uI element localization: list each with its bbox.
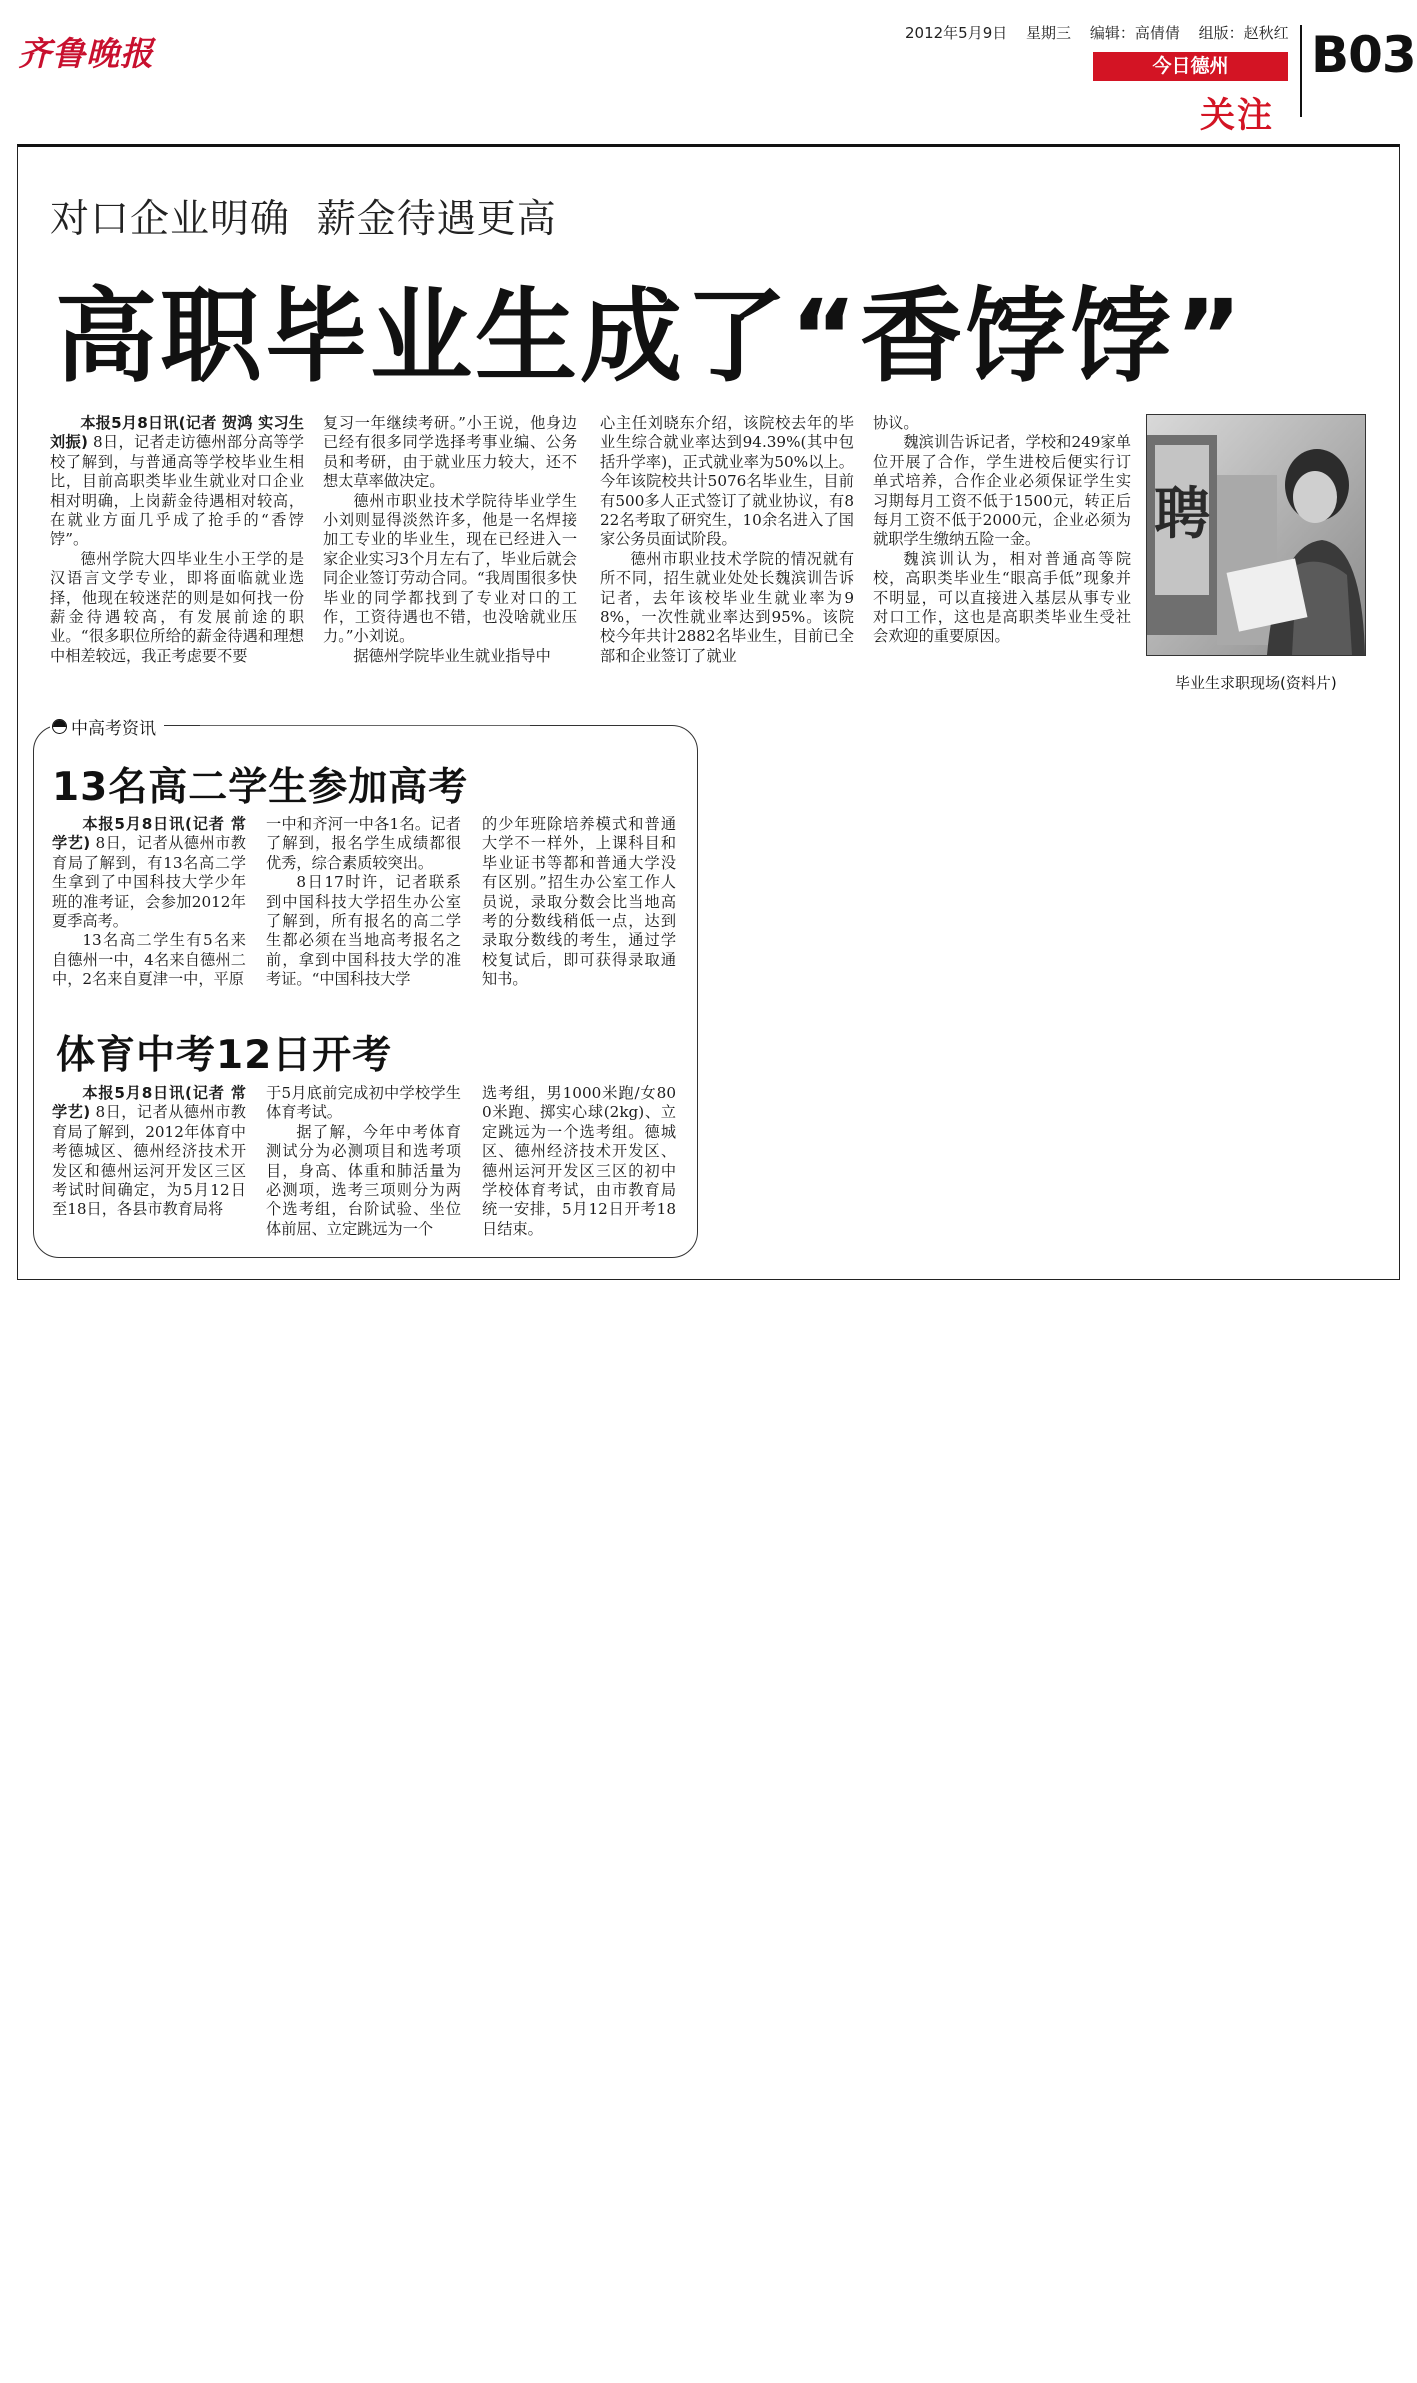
brief-2-headline: 体育中考12日开考 bbox=[56, 1033, 393, 1078]
paragraph-text: 选考组，男1000米跑/女800米跑、掷实心球(2kg)、立定跳远为一个选考组。德城区、德州经济技术开发区、德州运河开发区三区的初中学校体育考试，由市教育局统一安排，5月12日开考18日结束。 bbox=[482, 1084, 676, 1238]
article-headline: 高职毕业生成了“香饽饽” bbox=[55, 278, 1246, 397]
paragraph bbox=[873, 433, 1131, 549]
photo-caption: 毕业生求职现场(资料片) bbox=[1175, 674, 1337, 692]
brief-1-col-1 bbox=[52, 815, 246, 990]
paragraph-text: 13名高二学生有5名来自德州一中，4名来自德州二中，2名来自夏津一中，平原 bbox=[52, 931, 246, 989]
paragraph bbox=[323, 647, 577, 666]
main-col-2 bbox=[323, 414, 577, 666]
half-circle-icon bbox=[52, 719, 67, 734]
paragraph bbox=[600, 550, 854, 666]
brief-1-headline: 13名高二学生参加高考 bbox=[52, 765, 469, 810]
paragraph bbox=[600, 414, 854, 550]
paragraph-text: 魏滨训认为，相对普通高等院校，高职类毕业生“眼高手低”现象并不明显，可以直接进入基层从事专业对口工作，这也是高职类毕业生受社会欢迎的重要原因。 bbox=[873, 549, 1131, 646]
main-col-4 bbox=[873, 414, 1131, 647]
paragraph bbox=[266, 1123, 461, 1239]
paragraph bbox=[266, 873, 461, 989]
paragraph bbox=[50, 550, 304, 666]
article-subtitle: 对口企业明确 薪金待遇更高 bbox=[50, 197, 557, 242]
section-subtitle: 关注 bbox=[1200, 96, 1275, 136]
paragraph-text: 德州学院大四毕业生小王学的是汉语言文学专业，即将面临就业选择，他现在较迷茫的则是如何找一份薪金待遇较高，有发展前途的职业。“很多职位所给的薪金待遇和理想中相差较远，我正考虑要不要 bbox=[50, 549, 304, 665]
issue-weekday: 星期三 bbox=[1026, 24, 1072, 42]
paragraph-text: 的少年班除培养模式和普通大学不一样外，上课科目和毕业证书等都和普通大学没有区别。”招生办公室工作人员说，录取分数会比当地高考的分数线稍低一点，达到录取分数线的考生，通过学校复试后，即可获得录取通知书。 bbox=[482, 815, 676, 989]
paragraph bbox=[482, 815, 676, 990]
dateline: 本报5月8日讯(记者 贺鸿 实习生 刘振) bbox=[50, 414, 304, 452]
newspaper-logo: 齐鲁晚报 bbox=[18, 34, 154, 73]
paragraph bbox=[52, 815, 246, 931]
paragraph bbox=[873, 550, 1131, 647]
brief-2-col-2 bbox=[266, 1084, 461, 1239]
dateline: 本报5月8日讯(记者 常学艺) bbox=[52, 815, 246, 853]
paragraph-text: 德州市职业技术学院的情况就有所不同，招生就业处处长魏滨训告诉记者，去年该校毕业生就业率为98%，一次性就业率达到95%。该院校今年共计2882名毕业生，目前已全部和企业签订了就业 bbox=[600, 549, 854, 665]
dateline: 本报5月8日讯(记者 常学艺) bbox=[52, 1084, 246, 1122]
paragraph bbox=[482, 1084, 676, 1239]
photo-image bbox=[1147, 415, 1365, 655]
paragraph-text: 据了解，今年中考体育测试分为必测项目和选考项目，身高、体重和肺活量为必测项，选考三项则分为两个选考组，台阶试验、坐位体前屈、立定跳远为一个 bbox=[266, 1122, 461, 1238]
paragraph-text: 8日，记者从德州市教育局了解到，2012年体育中考德城区、德州经济技术开发区和德州运河开发区三区考试时间确定，为5月12日至18日，各县市教育局将 bbox=[52, 1103, 246, 1219]
main-col-1 bbox=[50, 414, 304, 666]
section-banner: 今日德州 bbox=[1093, 52, 1288, 81]
paragraph-text: 协议。 bbox=[873, 414, 919, 432]
brief-tag-rule bbox=[200, 725, 530, 726]
paragraph-text: 8日，记者走访德州部分高等学校了解到，与普通高等学校毕业生相比，目前高职类毕业生就业对口企业相对明确，上岗薪金待遇相对较高，在就业方面几乎成了抢手的“香饽饽”。 bbox=[50, 433, 304, 549]
paragraph bbox=[50, 414, 304, 550]
brief-tag-label: 中高考资讯 bbox=[71, 719, 156, 739]
paragraph bbox=[873, 414, 1131, 433]
brief-1-col-2 bbox=[266, 815, 461, 990]
brief-2-col-3 bbox=[482, 1084, 676, 1239]
job-fair-photo bbox=[1146, 414, 1366, 656]
paragraph bbox=[266, 815, 461, 873]
page-number: B03 bbox=[1311, 26, 1416, 84]
paragraph-text: 一中和齐河一中各1名。记者了解到，报名学生成绩都很优秀，综合素质较突出。 bbox=[266, 815, 461, 872]
issue-date: 2012年5月9日 bbox=[905, 24, 1008, 42]
photo-sign-text: 聘 bbox=[1154, 481, 1210, 547]
paragraph bbox=[323, 492, 577, 647]
paragraph-text: 8日，记者从德州市教育局了解到，有13名高二学生拿到了中国科技大学少年班的准考证，会参加2012年夏季高考。 bbox=[52, 834, 246, 931]
paragraph-text: 心主任刘晓东介绍，该院校去年的毕业生综合就业率达到94.39%(其中包括升学率)，正式就业率为50%以上。今年该院校共计5076名毕业生，目前有500多人正式签订了就业协议，有822名考取了研究生，10余名进入了国家公务员面试阶段。 bbox=[600, 414, 854, 549]
main-col-3 bbox=[600, 414, 854, 666]
layout-credit: 组版：赵秋红 bbox=[1198, 24, 1289, 42]
paragraph-text: 德州市职业技术学院待毕业学生小刘则显得淡然许多，他是一名焊接加工专业的毕业生，现在已经进入一家企业实习3个月左右了，毕业后就会同企业签订劳动合同。“我周围很多快毕业的同学都找到了专业对口的工作，工资待遇也不错，也没啥就业压力。”小刘说。 bbox=[323, 491, 577, 646]
header-divider bbox=[1300, 25, 1302, 117]
header-meta bbox=[905, 22, 1303, 43]
paragraph-text: 复习一年继续考研。”小王说，他身边已经有很多同学选择考事业编、公务员和考研，由于就业压力较大，还不想太草率做决定。 bbox=[323, 414, 577, 491]
paragraph bbox=[266, 1084, 461, 1123]
paragraph-text: 据德州学院毕业生就业指导中 bbox=[353, 646, 551, 665]
brief-tag bbox=[50, 714, 164, 739]
brief-1-col-3 bbox=[482, 815, 676, 990]
brief-2-col-1 bbox=[52, 1084, 246, 1220]
paragraph bbox=[52, 931, 246, 989]
paragraph bbox=[52, 1084, 246, 1220]
editor-credit: 编辑：高倩倩 bbox=[1089, 24, 1180, 42]
paragraph-text: 魏滨训告诉记者，学校和249家单位开展了合作，学生进校后便实行订单式培养，合作企业必须保证学生实习期每月工资不低于1500元，转正后每月工资不低于2000元，企业必须为就职学生缴纳五险一金。 bbox=[873, 433, 1131, 549]
paragraph-text: 8日17时许，记者联系到中国科技大学招生办公室了解到，所有报名的高二学生都必须在当地高考报名之前，拿到中国科技大学的准考证。“中国科技大学 bbox=[266, 873, 461, 989]
paragraph-text: 于5月底前完成初中学校学生体育考试。 bbox=[266, 1084, 461, 1122]
paragraph bbox=[323, 414, 577, 492]
